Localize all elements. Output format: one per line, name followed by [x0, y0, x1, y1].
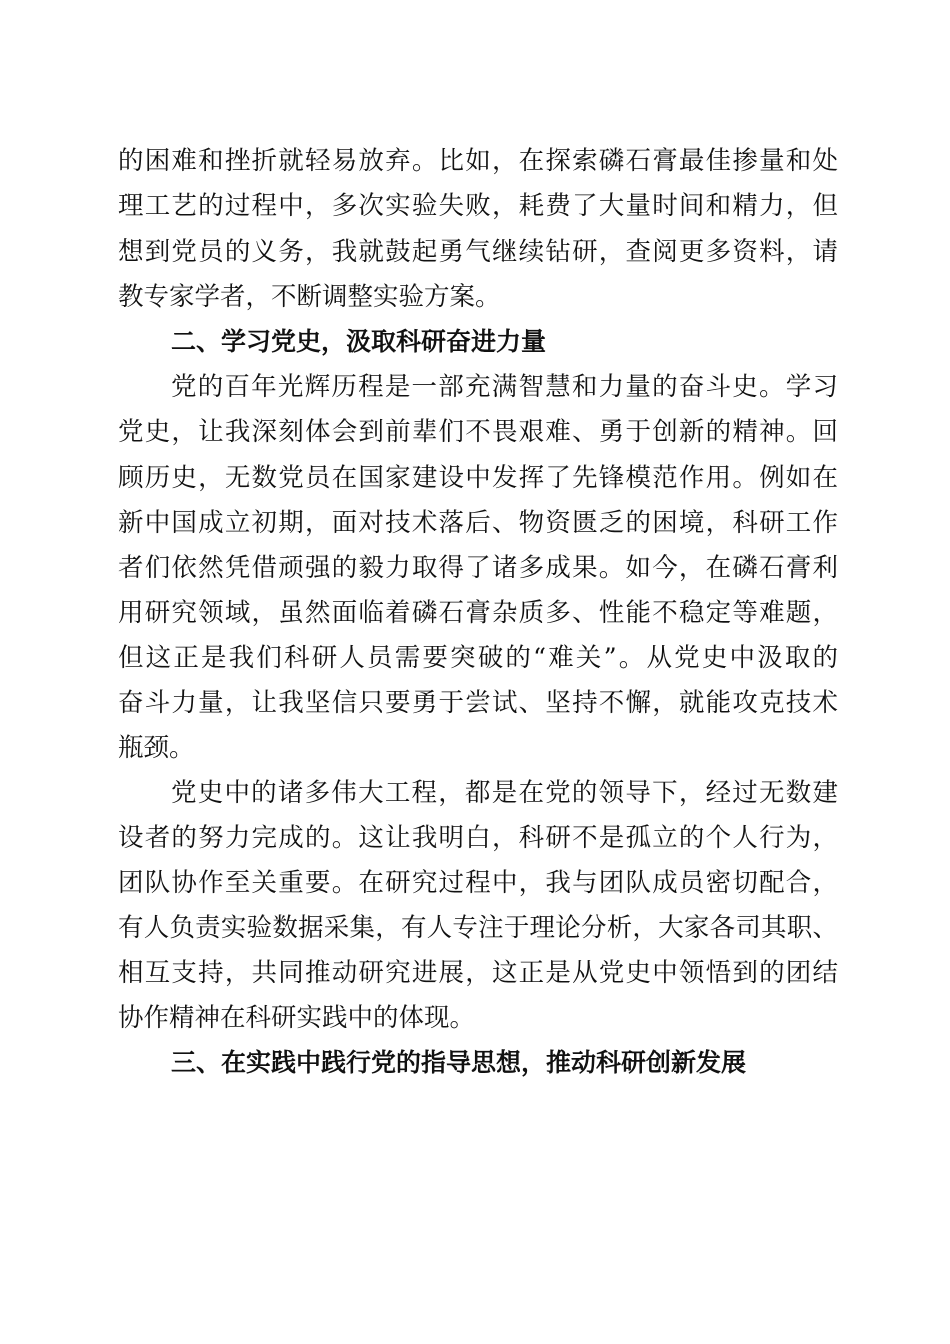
paragraph-line: 相互支持，共同推动研究进展，这正是从党史中领悟到的团结: [118, 958, 838, 988]
paragraph-line: 的困难和挫折就轻易放弃。比如，在探索磷石膏最佳掺量和处: [118, 146, 838, 176]
paragraph-line: 新中国成立初期，面对技术落后、物资匮乏的困境，科研工作: [118, 508, 838, 538]
paragraph-line: 者们依然凭借顽强的毅力取得了诸多成果。如今，在磷石膏利: [118, 553, 838, 583]
paragraph-line: 奋斗力量，让我坚信只要勇于尝试、坚持不懈，就能攻克技术: [118, 688, 838, 718]
paragraph-line: 党史中的诸多伟大工程，都是在党的领导下，经过无数建: [171, 778, 838, 808]
paragraph-line: 团队协作至关重要。在研究过程中，我与团队成员密切配合，: [118, 868, 838, 898]
section-heading-3: 三、在实践中践行党的指导思想，推动科研创新发展: [171, 1048, 747, 1077]
paragraph-line: 协作精神在科研实践中的体现。: [118, 1003, 476, 1033]
paragraph-line: 想到党员的义务，我就鼓起勇气继续钻研，查阅更多资料，请: [118, 237, 838, 267]
paragraph-line: 理工艺的过程中，多次实验失败，耗费了大量时间和精力，但: [118, 191, 838, 221]
paragraph-line: 设者的努力完成的。这让我明白，科研不是孤立的个人行为，: [118, 823, 838, 853]
paragraph-line: 党的百年光辉历程是一部充满智慧和力量的奋斗史。学习: [171, 372, 838, 402]
paragraph-line: 顾历史，无数党员在国家建设中发挥了先锋模范作用。例如在: [118, 463, 838, 493]
paragraph-line: 有人负责实验数据采集，有人专注于理论分析，大家各司其职、: [118, 913, 838, 943]
paragraph-line: 瓶颈。: [118, 733, 195, 763]
paragraph-line: 用研究领域，虽然面临着磷石膏杂质多、性能不稳定等难题，: [118, 598, 838, 628]
paragraph-line: 但这正是我们科研人员需要突破的“难关”。从党史中汲取的: [118, 643, 838, 673]
paragraph-line: 党史，让我深刻体会到前辈们不畏艰难、勇于创新的精神。回: [118, 417, 838, 447]
paragraph-line: 教专家学者，不断调整实验方案。: [118, 282, 501, 312]
section-heading-2: 二、学习党史，汲取科研奋进力量: [171, 327, 547, 356]
